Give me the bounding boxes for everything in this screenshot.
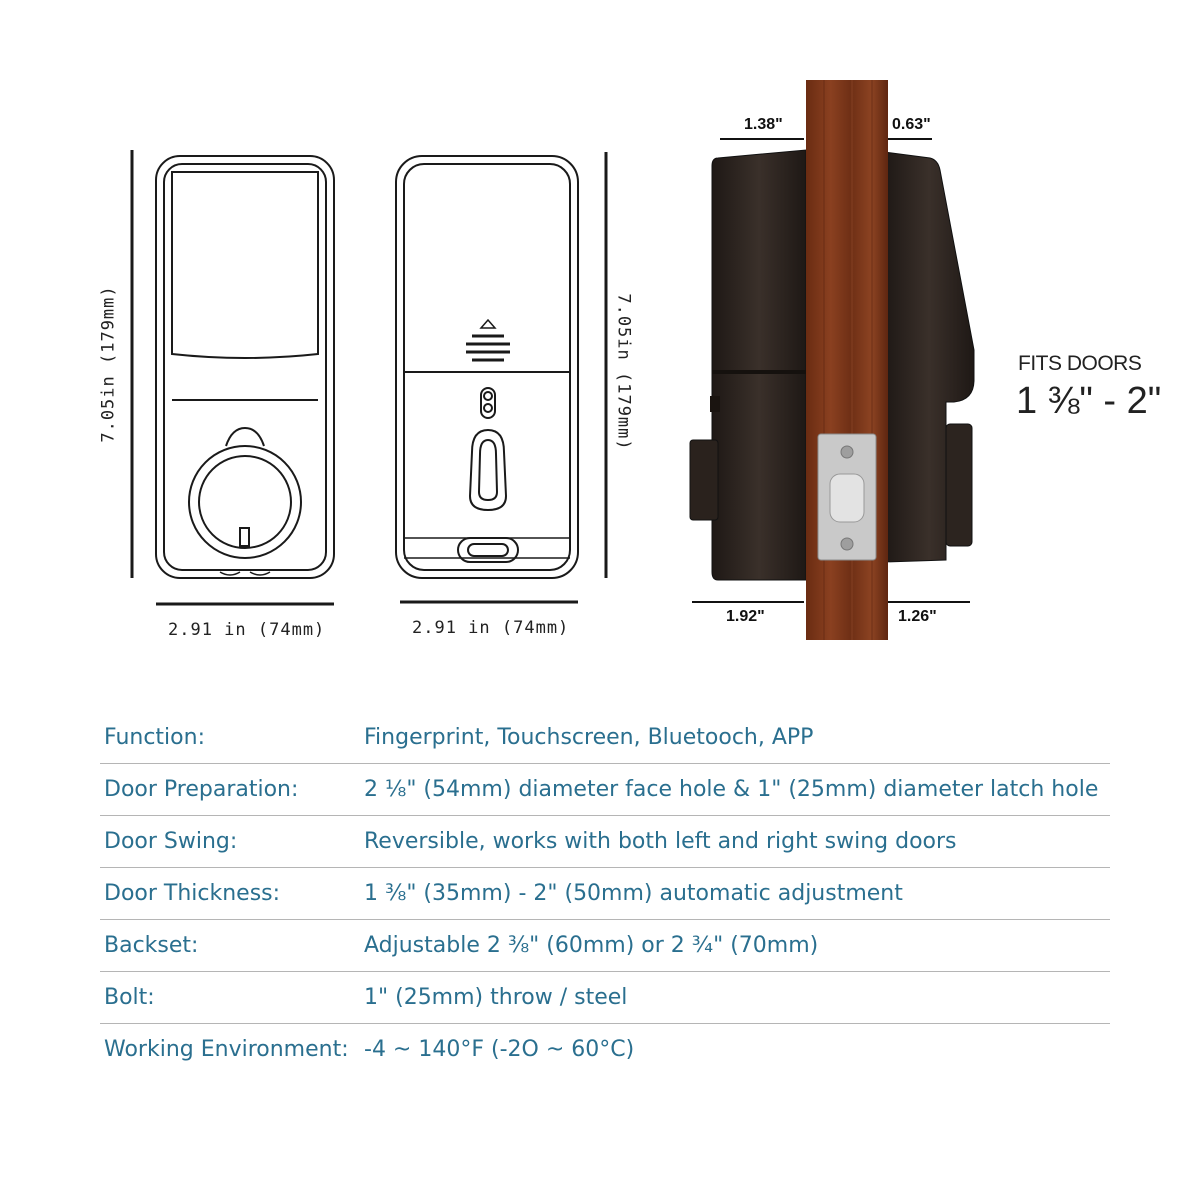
exterior-thumb-knob (690, 440, 718, 520)
table-row (100, 712, 1110, 764)
back-body-outline (396, 156, 578, 578)
spec-value-working-environment: -4 ~ 140°F (-2O ~ 60°C) (364, 1037, 635, 1062)
fits-doors-title: FITS DOORS (1018, 352, 1142, 375)
thumb-turn-slot (470, 430, 506, 510)
front-height-label: 7.05in (179mm) (98, 285, 119, 443)
table-row (100, 1024, 1110, 1076)
touchscreen-panel (172, 172, 318, 358)
faceplate-screw-bottom (841, 538, 853, 550)
exterior-lock-body (712, 150, 806, 580)
spec-value-door-swing: Reversible, works with both left and right swing doors (364, 829, 957, 854)
spec-value-backset: Adjustable 2 ⅜" (60mm) or 2 ¾" (70mm) (364, 933, 819, 958)
table-row (100, 972, 1110, 1024)
table-row (100, 868, 1110, 920)
spec-label-door-preparation: Door Preparation: (104, 777, 299, 802)
spec-label-door-thickness: Door Thickness: (104, 881, 281, 906)
table-row (100, 816, 1110, 868)
side-top-right-dimension: 0.63" (892, 116, 931, 133)
back-view-drawing (388, 140, 618, 620)
spec-value-door-thickness: 1 ⅜" (35mm) - 2" (50mm) automatic adjustment (364, 881, 903, 906)
spec-label-bolt: Bolt: (104, 985, 155, 1010)
back-width-label: 2.91 in (74mm) (412, 618, 570, 638)
side-top-left-dimension: 1.38" (744, 116, 783, 133)
specifications-table (100, 712, 1110, 1075)
table-row (100, 920, 1110, 972)
spec-value-function: Fingerprint, Touchscreen, Bluetooch, APP (364, 725, 814, 750)
side-bottom-left-dimension: 1.92" (726, 608, 765, 625)
thumb-turn-ring (189, 446, 301, 558)
spec-value-door-preparation: 2 ⅛" (54mm) diameter face hole & 1" (25mm) diameter latch hole (364, 777, 1099, 802)
spec-label-backset: Backset: (104, 933, 199, 958)
spec-label-working-environment: Working Environment: (104, 1037, 349, 1062)
side-bottom-right-dimension: 1.26" (898, 608, 937, 625)
fits-doors-range: 1 ⅜" - 2" (1016, 380, 1162, 422)
interior-thumb-knob (946, 424, 972, 546)
back-height-label: 7.05in (179mm) (613, 293, 634, 451)
cover-release-arrow (481, 320, 495, 328)
side-view-drawing (684, 80, 984, 642)
table-row (100, 764, 1110, 816)
latch-bolt (830, 474, 864, 522)
spec-label-function: Function: (104, 725, 205, 750)
spec-label-door-swing: Door Swing: (104, 829, 238, 854)
front-view-drawing (120, 140, 350, 620)
front-body-outline (156, 156, 334, 578)
faceplate-screw-top (841, 446, 853, 458)
front-width-label: 2.91 in (74mm) (168, 620, 326, 640)
spec-value-bolt: 1" (25mm) throw / steel (364, 985, 628, 1010)
